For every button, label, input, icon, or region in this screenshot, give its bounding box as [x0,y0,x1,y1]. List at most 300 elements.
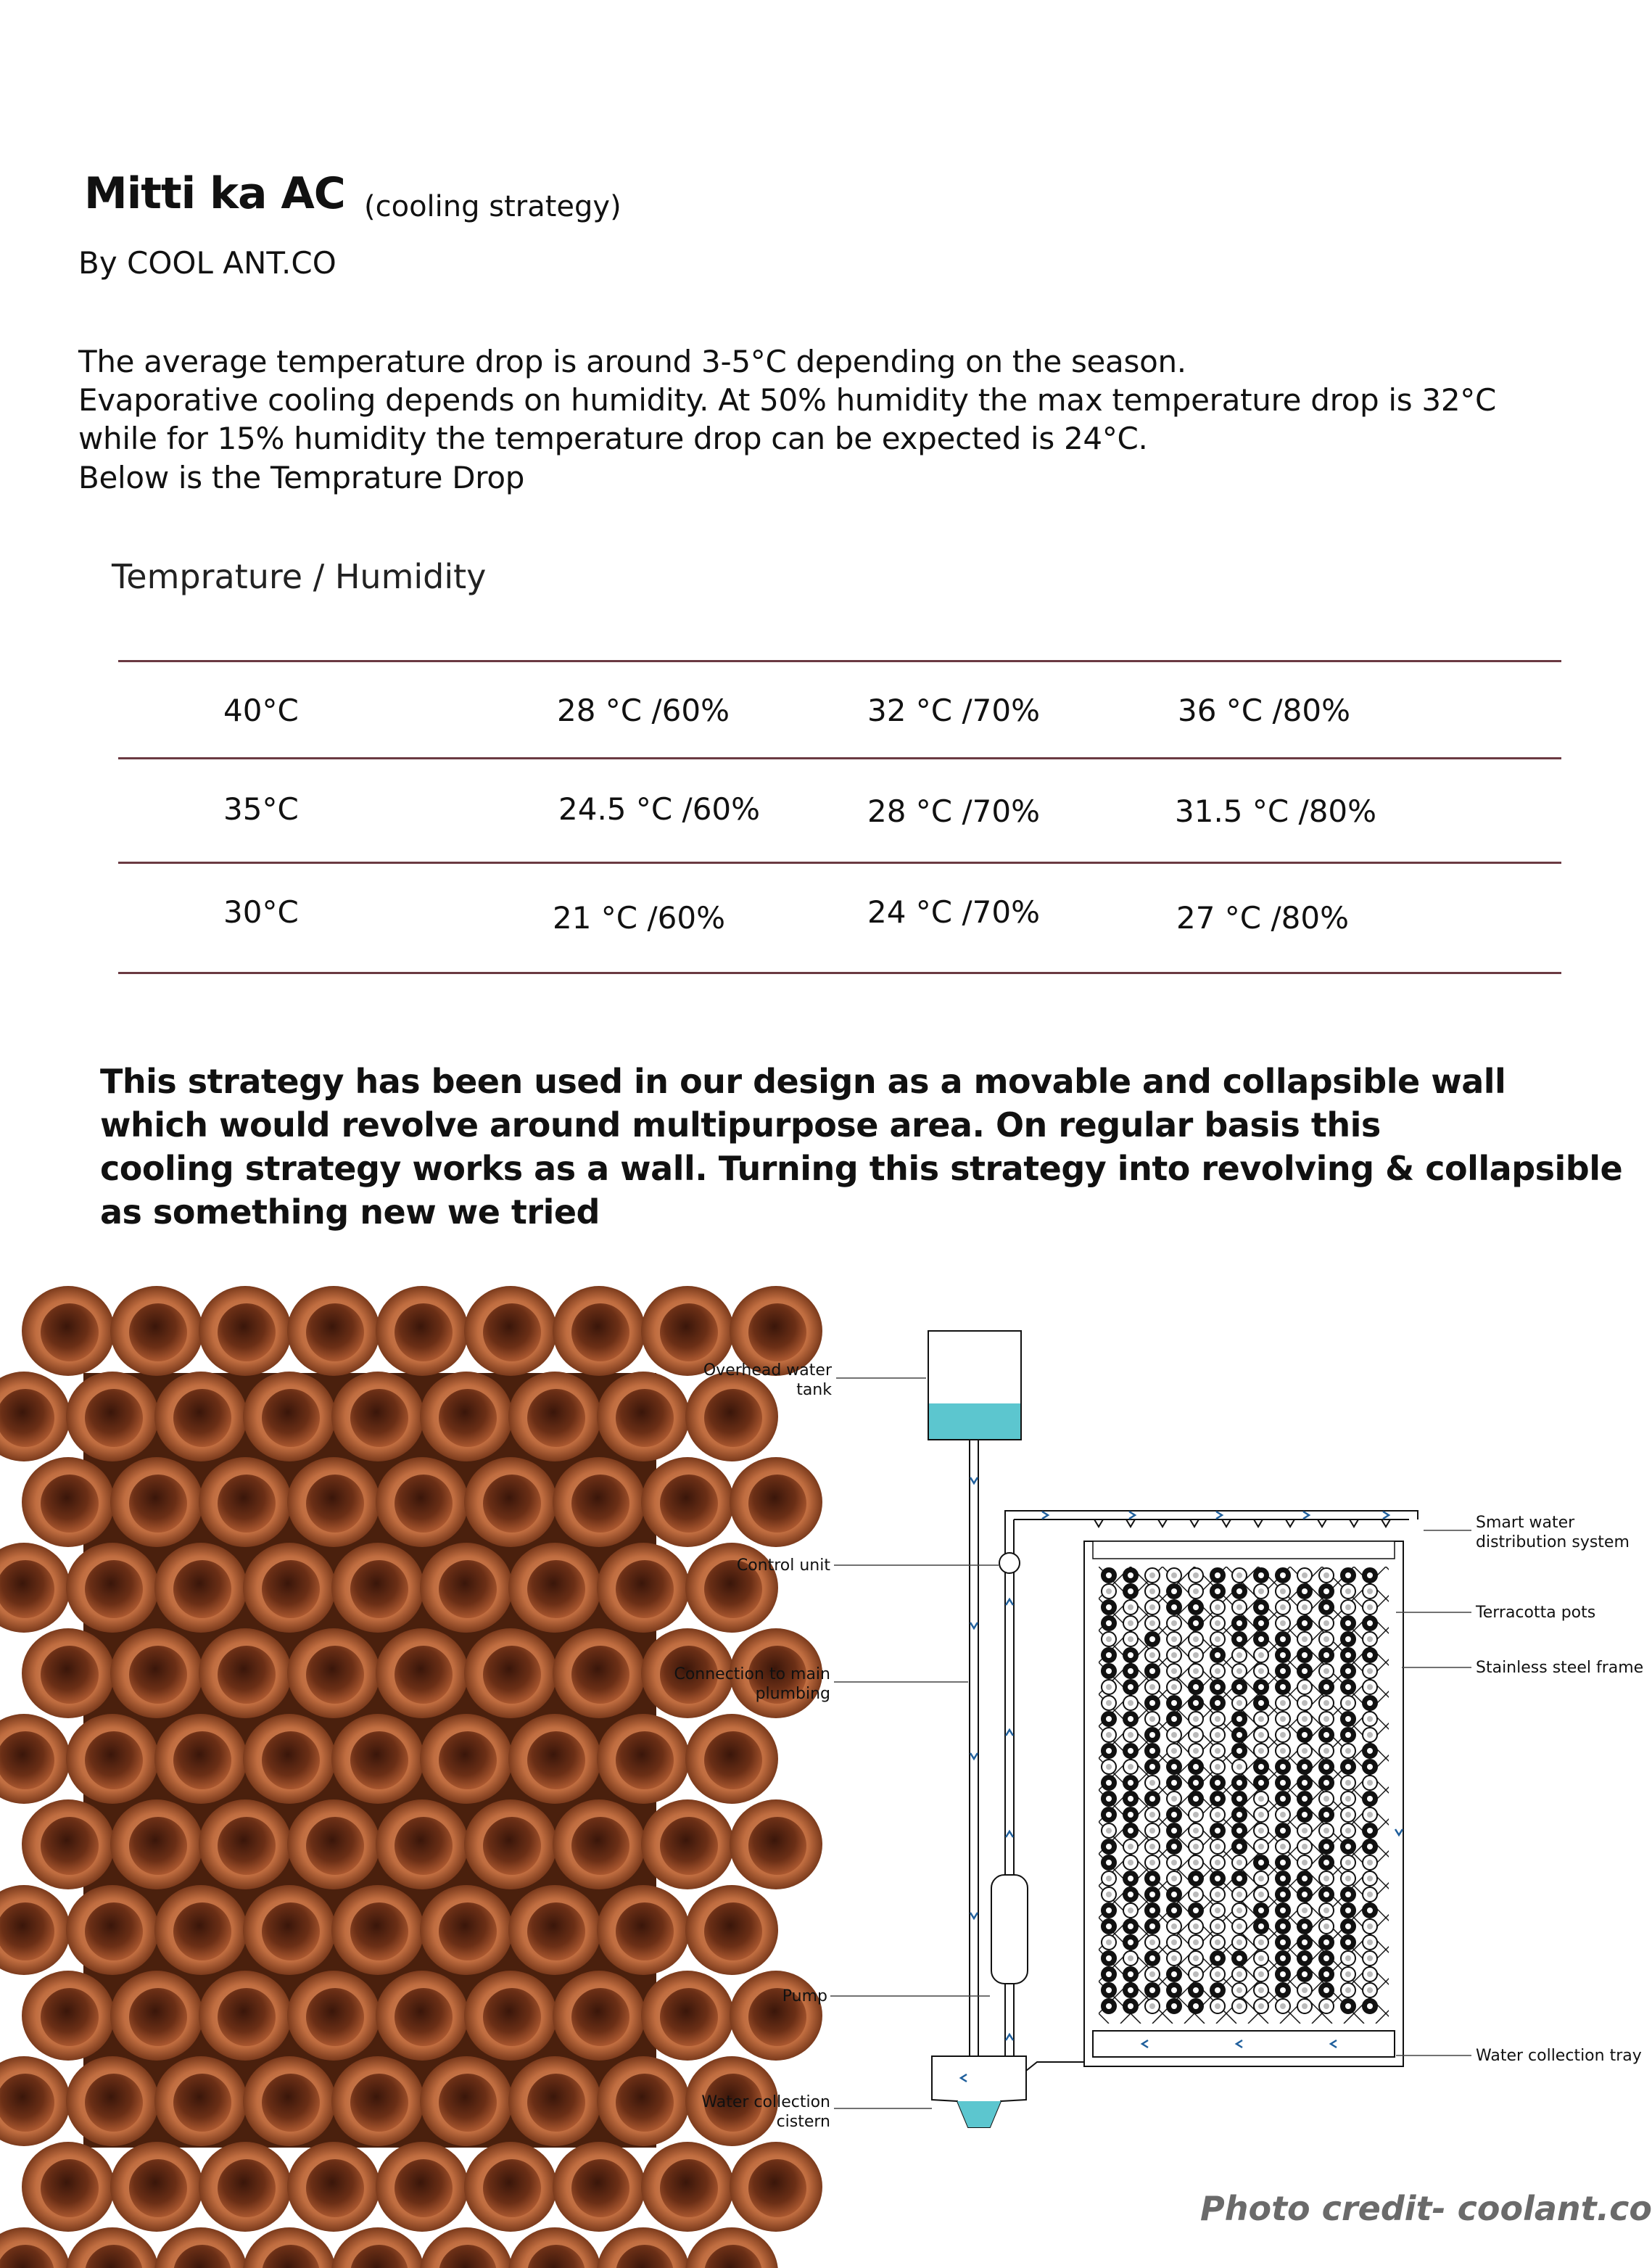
pot-opening [1193,1923,1199,1929]
pot-opening [1323,1939,1329,1945]
pot-opening [1236,1812,1242,1818]
pipe-opening [262,1731,320,1789]
pot-opening [1302,1716,1308,1722]
pot-opening [1215,2003,1221,2009]
pipe-opening [218,1475,276,1533]
pot-opening [1258,1588,1264,1594]
pot-opening [1236,1716,1242,1722]
pot-opening [1193,1955,1199,1961]
pot-opening [1193,2003,1199,2009]
pot-opening [1345,1923,1351,1929]
pot-opening [1149,1828,1155,1834]
pipe-opening [129,1817,187,1875]
pipe-opening [85,1731,143,1789]
pot-opening [1280,1780,1286,1786]
pot-opening [1215,1892,1221,1897]
pot-opening [1323,1892,1329,1897]
pot-opening [1171,1844,1177,1850]
pot-opening [1106,1796,1112,1802]
pot-opening [1280,1923,1286,1929]
pot-opening [1149,1668,1155,1674]
water-collection-tray [1093,2031,1395,2057]
pot-opening [1171,1955,1177,1961]
pipe-opening [616,1389,674,1447]
pot-opening [1193,1876,1199,1881]
pot-opening [1345,1987,1351,1993]
pot-opening [1302,1939,1308,1945]
pot-opening [1149,1908,1155,1913]
table-cell: 28 °C /70% [867,793,1040,829]
pipe-opening [85,2074,143,2132]
pot-opening [1215,1955,1221,1961]
pot-opening [1280,1860,1286,1865]
pot-opening [1323,2003,1329,2009]
pot-opening [1236,1588,1242,1594]
pot-opening [1345,1955,1351,1961]
pipe-opening [218,1303,276,1361]
pipe-opening [395,1475,453,1533]
pot-opening [1367,1748,1373,1754]
pot-opening [1280,1684,1286,1690]
pot-opening [1128,1971,1133,1977]
pot-opening [1236,1876,1242,1881]
pipe-opening [660,2159,718,2217]
pot-opening [1323,1987,1329,1993]
pot-opening [1128,1604,1133,1610]
cistern-water [957,2101,1001,2127]
pot-opening [1149,1572,1155,1578]
pot-opening [1215,1780,1221,1786]
pipe-opening [483,1303,541,1361]
pot-opening [1258,1652,1264,1658]
table-cell: 32 °C /70% [867,693,1040,728]
pot-opening [1236,1700,1242,1706]
pot-opening [1149,1876,1155,1881]
pipe-opening [527,1389,585,1447]
pot-opening [1106,1955,1112,1961]
pipe-opening [218,1988,276,2046]
pipe-opening [129,1475,187,1533]
page-title: Mitti ka AC [84,168,345,219]
pot-opening [1106,1716,1112,1722]
pot-opening [1258,1892,1264,1897]
pot-opening [1215,1923,1221,1929]
label-overhead-tank: Overhead water [703,1361,832,1380]
pot-opening [1280,1971,1286,1977]
label-main-plumbing: plumbing [755,1685,830,1703]
flow-arrow [970,1622,978,1628]
pot-opening [1128,1987,1133,1993]
pot-opening [1193,1908,1199,1913]
pot-opening [1323,1716,1329,1722]
pot-opening [1302,1684,1308,1690]
pot-opening [1215,1652,1221,1658]
frame-strut [1567,1567,1652,2024]
dripper [1350,1519,1358,1527]
pipe-opening [173,2074,231,2132]
pot-opening [1128,1955,1133,1961]
pot-opening [1236,1828,1242,1834]
pipe-opening [218,1817,276,1875]
pot-opening [1323,1700,1329,1706]
pot-opening [1106,1748,1112,1754]
pipe-opening [395,1988,453,2046]
pot-opening [1323,1604,1329,1610]
pot-opening [1323,1588,1329,1594]
pot-opening [1215,1572,1221,1578]
pot-opening [1323,1955,1329,1961]
pipe-opening [262,1902,320,1960]
pipe-opening [350,1560,408,1618]
pot-opening [1171,1716,1177,1722]
frame-strut [1450,1567,1652,2024]
pipe-opening [527,1560,585,1618]
flow-arrow [1042,1512,1048,1519]
pot-opening [1345,1604,1351,1610]
frame-strut [642,1567,1099,2024]
pot-opening [1258,1923,1264,1929]
pipe-opening [129,1303,187,1361]
table-cell-ambient: 40°C [223,693,299,728]
terracotta-pipes-image [83,1373,656,2148]
pot-opening [1106,1844,1112,1850]
pot-opening [1345,1652,1351,1658]
pipe-opening [306,1817,364,1875]
pot-opening [1106,1620,1112,1626]
pot-opening [1193,1860,1199,1865]
label-control-unit: Control unit [736,1556,830,1575]
pipe-opening [218,1646,276,1704]
pot-opening [1171,1764,1177,1770]
pot-opening [1171,1971,1177,1977]
pot-opening [1215,1796,1221,1802]
pot-opening [1149,1652,1155,1658]
pipe-opening [350,1731,408,1789]
pot-opening [1258,1716,1264,1722]
pot-opening [1193,1604,1199,1610]
pot-opening [1345,1780,1351,1786]
flow-arrow [1303,1512,1309,1519]
pot-opening [1302,1780,1308,1786]
pot-opening [1280,1987,1286,1993]
pot-opening [1106,1860,1112,1865]
pot-opening [1323,1812,1329,1818]
pot-opening [1258,1908,1264,1913]
table-rule [118,862,1561,864]
frame-strut [1440,1567,1652,2024]
pot-opening [1171,1939,1177,1945]
pot-opening [1302,1732,1308,1738]
pot-opening [1323,1860,1329,1865]
pipe-opening [616,1902,674,1960]
pipe-opening [41,1475,99,1533]
pipe-opening [527,1902,585,1960]
pot-opening [1345,1620,1351,1626]
pot-opening [1258,1796,1264,1802]
pot-opening [1128,1923,1133,1929]
pot-opening [1345,1892,1351,1897]
pot-opening [1236,1923,1242,1929]
pot-opening [1236,1604,1242,1610]
pot-opening [1280,1828,1286,1834]
pot-opening [1323,1828,1329,1834]
pot-opening [1215,1716,1221,1722]
pot-opening [1215,1876,1221,1881]
page-subtitle: (cooling strategy) [364,190,621,223]
pot-opening [1302,1892,1308,1897]
pot-opening [1193,1892,1199,1897]
pot-opening [1367,1604,1373,1610]
pipe-opening [483,1475,541,1533]
pot-opening [1128,1588,1133,1594]
pot-opening [1345,1716,1351,1722]
pot-opening [1258,1684,1264,1690]
pot-opening [1236,1955,1242,1961]
label-smart-water: Smart water [1476,1514,1575,1532]
pot-opening [1128,1572,1133,1578]
label-terracotta-pots: Terracotta pots [1476,1604,1596,1622]
pot-opening [1193,1636,1199,1642]
pipe-opening [41,1646,99,1704]
dripper [1318,1519,1326,1527]
pot-opening [1302,1668,1308,1674]
pot-opening [1171,1668,1177,1674]
pipe-opening [129,2159,187,2217]
pot-opening [1345,1908,1351,1913]
pipe-opening [483,1988,541,2046]
pot-opening [1149,1844,1155,1850]
pot-opening [1302,1908,1308,1913]
pot-opening [1106,1908,1112,1913]
pipe-opening [439,2074,497,2132]
pot-opening [1236,1844,1242,1850]
pot-opening [1106,1923,1112,1929]
frame-strut [1386,1567,1652,2024]
pipe-opening [306,1988,364,2046]
pot-opening [1323,1652,1329,1658]
label-pump: Pump [782,1987,827,2005]
pot-opening [1236,1652,1242,1658]
table-cell: 21 °C /60% [553,900,725,936]
pipe-opening [439,1731,497,1789]
pot-opening [1280,1716,1286,1722]
table-cell: 28 °C /60% [557,693,730,728]
pot-opening [1236,1668,1242,1674]
pot-opening [1302,1572,1308,1578]
pot-opening [1280,1604,1286,1610]
dripper [1094,1519,1103,1527]
dripper [1190,1519,1199,1527]
flow-arrow [1129,1512,1135,1519]
table-cell: 27 °C /80% [1176,900,1349,936]
pot-opening [1171,1876,1177,1881]
pot-opening [1128,1620,1133,1626]
pot-opening [1367,1620,1373,1626]
byline: By COOL ANT.CO [78,245,336,281]
flow-arrow [970,1913,978,1918]
pot-opening [1258,1668,1264,1674]
pot-opening [1171,1780,1177,1786]
flow-arrow [1383,1512,1389,1519]
control-unit [999,1553,1020,1573]
frame-strut [1535,1567,1652,2024]
pipe-opening [41,1988,99,2046]
pot-opening [1149,1764,1155,1770]
pot-opening [1171,1620,1177,1626]
pot-opening [1258,1764,1264,1770]
pot-opening [1280,1700,1286,1706]
pot-opening [1367,1668,1373,1674]
flow-arrow [970,1753,978,1759]
pot-opening [1302,1971,1308,1977]
frame-strut [1545,1567,1652,2024]
pot-opening [1367,1892,1373,1897]
pipe-opening [41,1817,99,1875]
pot-opening [1258,1732,1264,1738]
pot-opening [1106,1780,1112,1786]
pot-opening [1106,1668,1112,1674]
pot-opening [1280,1636,1286,1642]
photo-credit: Photo credit- coolant.co [1200,2189,1652,2228]
pipe-opening [262,1389,320,1447]
pot-opening [1280,1908,1286,1913]
pot-opening [1323,1876,1329,1881]
pot-opening [1323,1764,1329,1770]
strategy-line-1: This strategy has been used in our design as a movable and collapsible wall [100,1062,1506,1101]
table-cell: 31.5 °C /80% [1175,793,1377,829]
pot-opening [1215,1828,1221,1834]
frame-strut [1408,1567,1652,2024]
pot-opening [1258,1604,1264,1610]
flow-arrow [970,1477,978,1483]
pot-opening [1171,1892,1177,1897]
pot-opening [1280,1796,1286,1802]
pot-opening [1345,1860,1351,1865]
pipe-opening [483,2159,541,2217]
pot-opening [1171,1748,1177,1754]
table-rule [118,660,1561,662]
pot-opening [1323,1732,1329,1738]
pot-opening [1128,1780,1133,1786]
frame-strut [1482,1567,1652,2024]
pot-opening [1345,1700,1351,1706]
table-cell: 36 °C /80% [1178,693,1350,728]
pipe-opening [306,1646,364,1704]
pot-opening [1106,1572,1112,1578]
pot-opening [1215,1939,1221,1945]
pot-opening [1128,1684,1133,1690]
pot-opening [1345,1588,1351,1594]
pot-opening [1302,1923,1308,1929]
table-cell-ambient: 35°C [223,791,299,827]
pot-opening [1258,2003,1264,2009]
pot-opening [1302,1604,1308,1610]
pot-opening [1367,1955,1373,1961]
pipe-opening [41,2159,99,2217]
pot-opening [1367,2003,1373,2009]
frame-strut [652,1567,1109,2024]
pot-opening [1215,1588,1221,1594]
pipe-opening [395,1303,453,1361]
flow-arrow [1006,2034,1013,2040]
pipe-opening [173,1731,231,1789]
table-cell: 24 °C /70% [867,894,1040,930]
pot-opening [1367,1828,1373,1834]
table-heading: Temprature / Humidity [112,557,487,596]
strategy-line-4: as something new we tried [100,1192,600,1232]
pot-opening [1149,1684,1155,1690]
label-cistern: cistern [776,2113,830,2131]
pot-opening [1149,1971,1155,1977]
pot-opening [1302,1987,1308,1993]
label-cistern: Water collection [701,2093,830,2111]
pot-opening [1171,1987,1177,1993]
pipe-opening [571,1303,629,1361]
pipe-opening [262,2074,320,2132]
pot-opening [1345,1939,1351,1945]
pipe-opening [85,1902,143,1960]
pot-opening [1106,1876,1112,1881]
pipe-opening [306,2159,364,2217]
pot-opening [1367,1636,1373,1642]
pot-opening [1236,1987,1242,1993]
pot-opening [1367,1971,1373,1977]
pot-opening [1106,1828,1112,1834]
pot-opening [1258,1860,1264,1865]
dripper [1254,1519,1263,1527]
pot-opening [1302,1796,1308,1802]
pot-opening [1193,1939,1199,1945]
pot-opening [1236,1636,1242,1642]
pot-opening [1367,1764,1373,1770]
pot-opening [1345,1668,1351,1674]
pot-opening [1128,1860,1133,1865]
pot-opening [1236,1732,1242,1738]
pot-opening [1128,1748,1133,1754]
pot-opening [1149,1588,1155,1594]
pot-opening [1367,1572,1373,1578]
pot-opening [1302,1860,1308,1865]
pot-opening [1345,1572,1351,1578]
terracotta-pipes-photo [83,1373,656,2148]
pot-opening [1106,1732,1112,1738]
pot-opening [1215,1812,1221,1818]
pot-opening [1280,1572,1286,1578]
pipe-opening [616,1731,674,1789]
pot-opening [1193,1700,1199,1706]
pipe-opening [350,1389,408,1447]
pot-opening [1171,1732,1177,1738]
pipe-opening [173,1560,231,1618]
pot-opening [1258,1748,1264,1754]
pot-opening [1193,1684,1199,1690]
pot-opening [1323,1748,1329,1754]
pot-opening [1323,1923,1329,1929]
pot-opening [1345,1732,1351,1738]
frame-strut [684,1567,1141,2024]
frame-strut [1577,1567,1652,2024]
pot-opening [1106,1764,1112,1770]
pot-opening [1367,1588,1373,1594]
dripper [1222,1519,1231,1527]
pot-opening [1280,1620,1286,1626]
strategy-line-3: cooling strategy works as a wall. Turning this strategy into revolving & collapsible [100,1149,1623,1188]
pot-opening [1280,1588,1286,1594]
pot-opening [1323,1780,1329,1786]
pipe-opening [306,1303,364,1361]
pot-opening [1193,1987,1199,1993]
pot-opening [1236,1971,1242,1977]
